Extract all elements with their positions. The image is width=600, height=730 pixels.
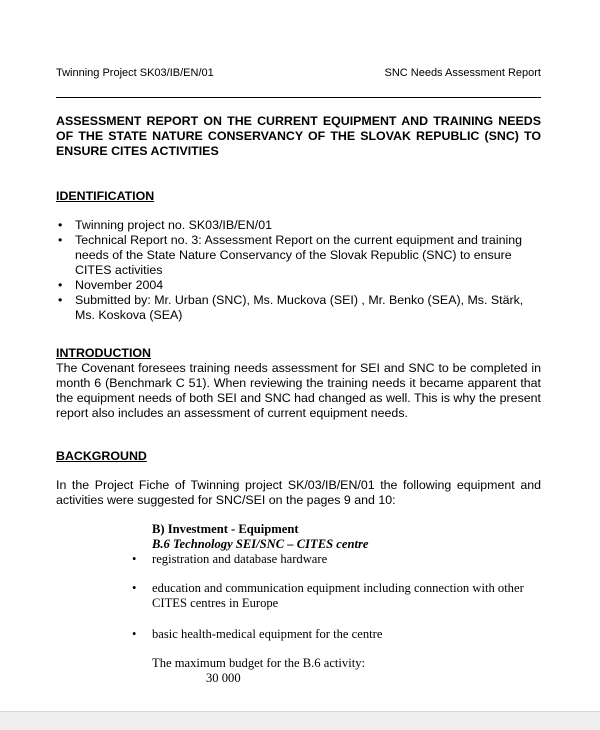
header-rule: [56, 97, 541, 98]
introduction-text: The Covenant foresees training needs assessment for SEI and SNC to be completed in month 6 (Benchmark C 51). When reviewing the training needs it became apparent that the equipment needs of both SEI and SNC had changed as well. This is why the present report also includes an assessment of current equipment needs.: [56, 361, 541, 420]
list-item: • Twinning project no. SK03/IB/EN/01: [56, 218, 541, 233]
budget-label: The maximum budget for the B.6 activity:: [152, 656, 365, 670]
list-item: • basic health-medical equipment for the centre: [56, 627, 541, 642]
introduction-heading: INTRODUCTION: [56, 346, 151, 360]
page-bottom-edge: [0, 711, 600, 730]
list-item: • Technical Report no. 3: Assessment Report on the current equipment and training needs of the State Nature Conservancy of the Slovak Republic (SNC) to ensure CITES activities: [56, 233, 541, 278]
list-item: • registration and database hardware: [56, 552, 541, 567]
identification-list: [56, 218, 541, 323]
budget-value: 30 000: [206, 671, 241, 685]
report-title: ASSESSMENT REPORT ON THE CURRENT EQUIPMENT AND TRAINING NEEDS OF THE STATE NATURE CONSERVANCY OF THE SLOVAK REPUBLIC (SNC) TO ENSURE CITES ACTIVITIES: [56, 114, 541, 158]
investment-list: [56, 552, 541, 642]
technology-subheading: B.6 Technology SEI/SNC – CITES centre: [152, 537, 369, 551]
header-project: Twinning Project SK03/IB/EN/01: [56, 67, 214, 79]
list-item: • education and communication equipment including connection with other CITES centres in Europe: [56, 581, 541, 611]
list-item: • Submitted by: Mr. Urban (SNC), Ms. Muckova (SEI) , Mr. Benko (SEA), Ms. Stärk, Ms. Koskova (SEA): [56, 293, 541, 323]
investment-heading: B) Investment - Equipment: [152, 522, 299, 536]
identification-heading: IDENTIFICATION: [56, 189, 155, 203]
background-heading: BACKGROUND: [56, 449, 147, 463]
header-report: SNC Needs Assessment Report: [384, 67, 541, 79]
background-text: In the Project Fiche of Twinning project SK/03/IB/EN/01 the following equipment and activities were suggested for SNC/SEI on the pages 9 and 10:: [56, 478, 541, 507]
document-body: [56, 114, 541, 686]
list-item: • November 2004: [56, 278, 541, 293]
investment-section: [56, 522, 541, 686]
